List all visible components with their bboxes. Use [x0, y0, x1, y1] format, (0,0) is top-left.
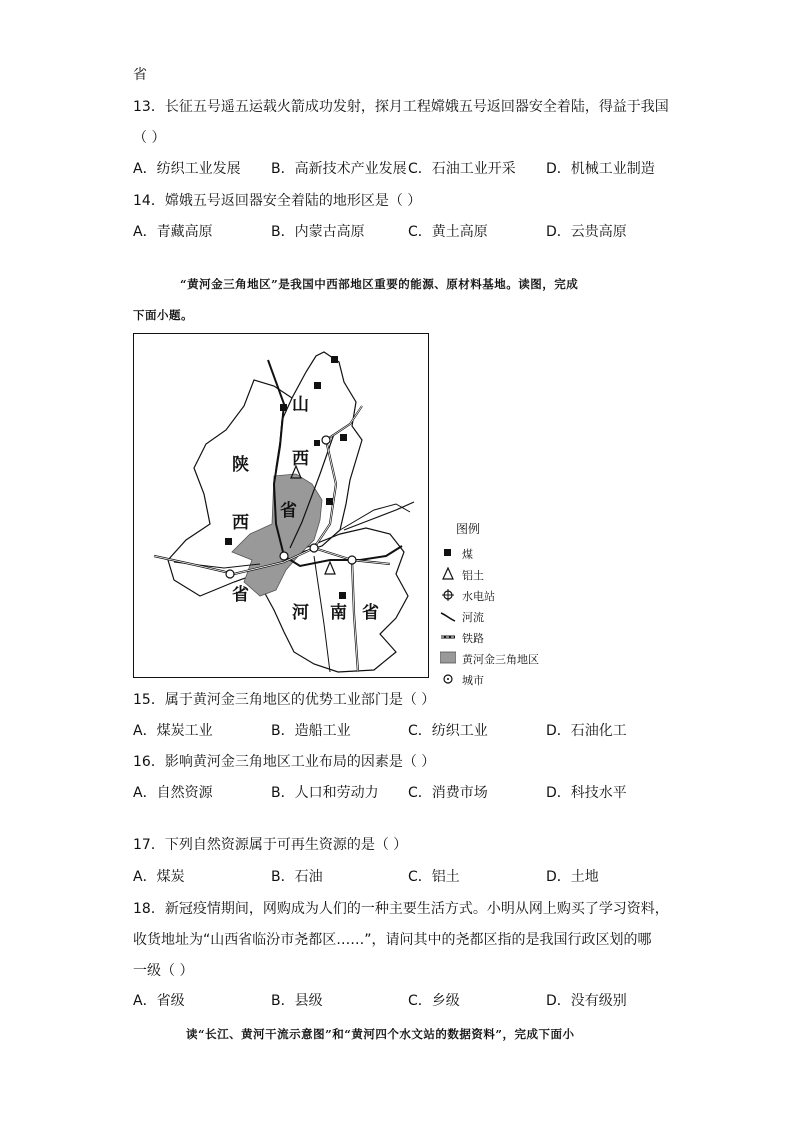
q18-option-b: B．县级 [271, 993, 323, 1009]
legend-city: 城市 [462, 674, 484, 687]
aluminum-legend-icon [440, 567, 456, 581]
coal-mark [331, 356, 338, 363]
q18-option-a: A．省级 [133, 993, 185, 1009]
q13-options [133, 159, 673, 179]
aluminum-mark [325, 562, 335, 574]
legend-hydropower: 水电站 [462, 590, 495, 603]
q15-option-b: B．造船工业 [271, 723, 351, 739]
q15-option-a: A．煤炭工业 [133, 723, 213, 739]
q14-stem: 14．嫦娥五号返回器安全着陆的地形区是（ ） [133, 193, 422, 209]
legend-river: 河流 [462, 611, 484, 624]
coal-mark [340, 434, 347, 441]
hydropower-legend-icon [440, 588, 456, 602]
intro-2: 读“长江、黄河干流示意图”和“黄河四个水文站的数据资料”，完成下面小 [186, 1027, 575, 1041]
city-mark [310, 544, 318, 552]
railway-legend-icon [440, 630, 456, 644]
coal-mark [314, 382, 321, 389]
city-legend-icon [440, 672, 456, 686]
legend-golden-triangle: 黄河金三角地区 [462, 653, 539, 666]
q17-option-a: A．煤炭 [133, 869, 185, 885]
q14-option-c: C．黄土高原 [408, 224, 488, 240]
intro-1-line-2: 下面小题。 [133, 308, 193, 322]
q17-stem: 17．下列自然资源属于可再生资源的是（ ） [133, 837, 408, 853]
top-fragment: 省 [133, 67, 147, 83]
map-label-sheng-1: 省 [280, 501, 297, 521]
coal-mark [326, 498, 333, 505]
q14-options [133, 222, 673, 242]
q18-line-1: 18．新冠疫情期间，网购成为人们的一种主要生活方式。小明从网上购买了学习资料， [133, 901, 669, 917]
golden-triangle-area [232, 474, 322, 596]
q18-line-3: 一级（ ） [133, 963, 194, 979]
q16-option-d: D．科技水平 [546, 785, 627, 801]
q14-option-b: B．内蒙古高原 [271, 224, 365, 240]
map-label-xi-2: 西 [232, 513, 249, 533]
q18-option-d: D．没有级别 [546, 993, 627, 1009]
q18-options [133, 991, 673, 1011]
golden-triangle-legend-icon [440, 651, 456, 665]
map-label-he: 河 [292, 603, 309, 623]
coal-mark [280, 404, 287, 411]
q17-option-c: C．铝土 [408, 869, 460, 885]
q16-stem: 16．影响黄河金三角地区工业布局的因素是（ ） [133, 754, 436, 770]
q18-option-c: C．乡级 [408, 993, 460, 1009]
q15-stem: 15．属于黄河金三角地区的优势工业部门是（ ） [133, 692, 436, 708]
q13-option-b: B．高新技术产业发展 [271, 161, 407, 177]
intro-1-line-1: “黄河金三角地区”是我国中西部地区重要的能源、原材料基地。读图，完成 [180, 277, 579, 291]
q18-line-2: 收货地址为“山西省临汾市尧都区……”，请问其中的尧都区指的是我国行政区划的哪 [133, 932, 652, 948]
legend-coal: 煤 [462, 548, 473, 561]
q16-options [133, 783, 673, 803]
q14-option-a: A．青藏高原 [133, 224, 213, 240]
map-label-sheng-2: 省 [232, 585, 249, 605]
river-4 [344, 502, 414, 530]
map-label-nan: 南 [330, 603, 347, 623]
legend-aluminum: 铝土 [462, 569, 484, 582]
q13-option-a: A．纺织工业发展 [133, 161, 241, 177]
map-label-sheng-3: 省 [362, 603, 379, 623]
q17-option-b: B．石油 [271, 869, 323, 885]
map-label-xi-1: 西 [292, 449, 309, 469]
q15-option-d: D．石油化工 [546, 723, 627, 739]
coal-legend-icon [440, 546, 456, 560]
map-label-shan: 山 [292, 395, 309, 415]
q13-option-c: C．石油工业开采 [408, 161, 516, 177]
coal-mark [225, 538, 232, 545]
city-mark [322, 436, 330, 444]
legend-title: 图例 [456, 522, 481, 536]
q15-option-c: C．纺织工业 [408, 723, 488, 739]
river-legend-icon [440, 609, 456, 623]
map-figure [133, 333, 429, 678]
city-mark [348, 556, 356, 564]
q15-options [133, 721, 673, 741]
city-mark [226, 570, 234, 578]
q13-stem: 13．长征五号遥五运载火箭成功发射，探月工程嫦娥五号返回器安全着陆，得益于我国 [133, 99, 669, 115]
legend-railway: 铁路 [462, 632, 484, 645]
q16-option-a: A．自然资源 [133, 785, 213, 801]
q17-option-d: D．土地 [546, 869, 599, 885]
map-label-shaan: 陕 [232, 455, 249, 475]
coal-mark [314, 440, 320, 446]
q17-options [133, 867, 673, 887]
q13-paren: （ ） [133, 130, 166, 146]
q14-option-d: D．云贵高原 [546, 224, 627, 240]
q16-option-c: C．消费市场 [408, 785, 488, 801]
q16-option-b: B．人口和劳动力 [271, 785, 379, 801]
city-mark [280, 552, 288, 560]
q13-option-d: D．机械工业制造 [546, 161, 655, 177]
